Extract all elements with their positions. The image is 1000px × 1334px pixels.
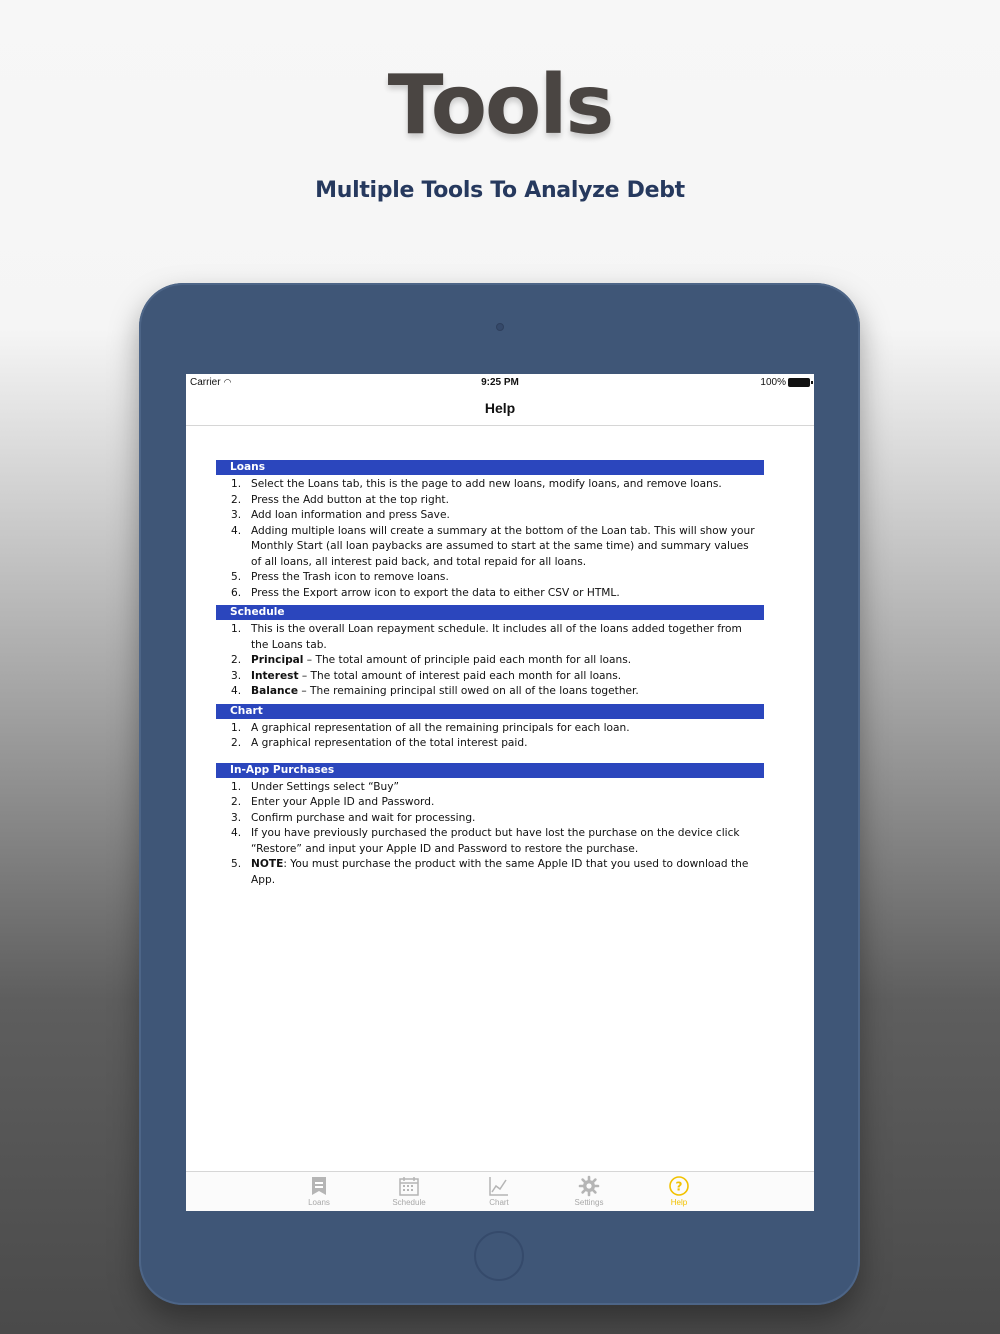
section-header-loans: Loans bbox=[216, 460, 764, 475]
list-number: 4. bbox=[231, 827, 242, 839]
list-item bbox=[216, 826, 764, 857]
tab-settings[interactable] bbox=[559, 1175, 619, 1207]
gear-icon bbox=[578, 1175, 600, 1197]
list-item bbox=[216, 795, 764, 811]
list-item bbox=[216, 493, 764, 509]
list-item bbox=[216, 570, 764, 586]
list-text: A graphical representation of the total interest paid. bbox=[251, 737, 528, 749]
home-button[interactable] bbox=[474, 1231, 524, 1281]
list-text: This is the overall Loan repayment schedule. It includes all of the loans added together from the Loans tab. bbox=[251, 623, 742, 651]
list-text: If you have previously purchased the product but have lost the purchase on the device click “Restore” and input your Apple ID and Password to restore the purchase. bbox=[251, 827, 740, 855]
list-number: 2. bbox=[231, 654, 242, 666]
list-item bbox=[216, 669, 764, 685]
list-item bbox=[216, 857, 764, 888]
battery-icon bbox=[788, 378, 810, 387]
list-item bbox=[216, 508, 764, 524]
tab-label: Help bbox=[670, 1198, 688, 1207]
svg-text:?: ? bbox=[675, 1179, 683, 1194]
hero-title: Tools bbox=[387, 58, 613, 153]
list-item bbox=[216, 721, 764, 737]
list-text: Under Settings select “Buy” bbox=[251, 780, 399, 793]
tab-label: Chart bbox=[489, 1198, 509, 1207]
list-text: Press the Trash icon to remove loans. bbox=[251, 571, 449, 583]
section-header-schedule: Schedule bbox=[216, 605, 764, 620]
status-bar bbox=[186, 374, 814, 390]
schedule-list bbox=[216, 620, 764, 700]
list-item bbox=[216, 736, 764, 752]
term-interest: Interest bbox=[251, 669, 299, 682]
list-item bbox=[216, 524, 764, 571]
list-number: 5. bbox=[231, 571, 242, 583]
list-number: 2. bbox=[231, 737, 242, 749]
help-content bbox=[216, 460, 764, 888]
calendar-icon bbox=[398, 1175, 420, 1197]
tab-label: Loans bbox=[308, 1198, 330, 1207]
tab-loans[interactable] bbox=[289, 1175, 349, 1207]
list-text: – The total amount of principle paid each month for all loans. bbox=[303, 654, 632, 666]
carrier-label: Carrier bbox=[190, 377, 221, 388]
list-item bbox=[216, 684, 764, 700]
list-item bbox=[216, 653, 764, 669]
list-text: : You must purchase the product with the same Apple ID that you used to download the App. bbox=[251, 858, 749, 886]
list-text: Press the Export arrow icon to export the data to either CSV or HTML. bbox=[251, 586, 620, 599]
list-text: Confirm purchase and wait for processing. bbox=[251, 811, 476, 824]
hero-subtitle: Multiple Tools To Analyze Debt bbox=[315, 178, 685, 203]
chart-icon bbox=[488, 1175, 510, 1197]
list-number: 5. bbox=[231, 858, 242, 870]
list-text: Select the Loans tab, this is the page to add new loans, modify loans, and remove loans. bbox=[251, 478, 722, 490]
list-text: Press the Add button at the top right. bbox=[251, 493, 449, 506]
list-number: 2. bbox=[231, 493, 242, 506]
tab-help[interactable] bbox=[649, 1175, 709, 1207]
purchases-list bbox=[216, 778, 764, 889]
list-text: A graphical representation of all the remaining principals for each loan. bbox=[251, 721, 630, 734]
chart-list bbox=[216, 719, 764, 752]
list-item bbox=[216, 477, 764, 493]
list-item bbox=[216, 780, 764, 796]
section-header-in-app-purchases: In-App Purchases bbox=[216, 763, 764, 778]
list-text: – The total amount of interest paid each month for all loans. bbox=[298, 669, 622, 682]
status-time: 9:25 PM bbox=[481, 377, 519, 388]
list-number: 3. bbox=[231, 509, 242, 521]
list-number: 1. bbox=[231, 623, 242, 635]
list-text: – The remaining principal still owed on all of the loans together. bbox=[298, 685, 639, 697]
loans-list bbox=[216, 475, 764, 601]
term-principal: Principal bbox=[251, 654, 304, 666]
list-item bbox=[216, 622, 764, 653]
list-number: 1. bbox=[231, 780, 242, 793]
list-number: 1. bbox=[231, 478, 242, 490]
tab-schedule[interactable] bbox=[379, 1175, 439, 1207]
term-balance: Balance bbox=[251, 685, 299, 697]
tab-label: Settings bbox=[574, 1198, 604, 1207]
list-item bbox=[216, 811, 764, 827]
nav-bar bbox=[186, 390, 814, 426]
wifi-icon: ◠ bbox=[223, 377, 232, 387]
list-number: 2. bbox=[231, 796, 242, 808]
list-number: 4. bbox=[231, 685, 242, 697]
list-text: Adding multiple loans will create a summary at the bottom of the Loan tab. This will show your Monthly Start (all loan paybacks are assumed to start at the same time) and summary values of all loans, all interest paid back, and total repaid for all loans. bbox=[251, 524, 755, 568]
list-number: 6. bbox=[231, 586, 242, 599]
list-number: 4. bbox=[231, 524, 242, 537]
list-number: 1. bbox=[231, 721, 242, 734]
tab-bar bbox=[186, 1171, 814, 1211]
help-icon bbox=[668, 1175, 690, 1197]
term-note: NOTE bbox=[251, 858, 284, 870]
tab-label: Schedule bbox=[392, 1198, 426, 1207]
page-title: Help bbox=[484, 400, 516, 416]
battery-percent: 100% bbox=[760, 377, 786, 388]
list-number: 3. bbox=[231, 669, 242, 682]
list-item bbox=[216, 586, 764, 602]
loans-icon bbox=[308, 1175, 330, 1197]
section-header-chart: Chart bbox=[216, 704, 764, 719]
list-text: Enter your Apple ID and Password. bbox=[251, 796, 435, 808]
list-number: 3. bbox=[231, 811, 242, 824]
tab-chart[interactable] bbox=[469, 1175, 529, 1207]
app-screen bbox=[186, 374, 814, 1211]
camera-icon bbox=[496, 323, 504, 331]
list-text: Add loan information and press Save. bbox=[251, 509, 450, 521]
